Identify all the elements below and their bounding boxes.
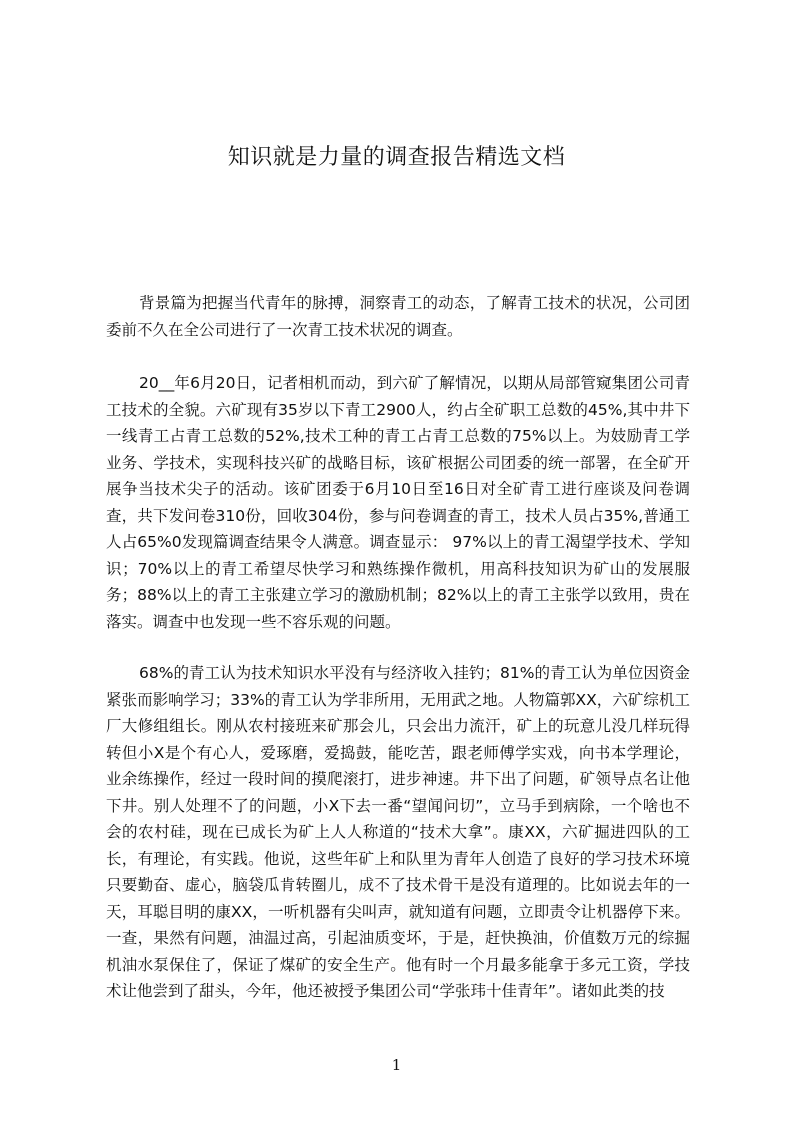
paragraph-survey-findings: 20__年6月20日，记者相机而动，到六矿了解情况，以期从局部管窥集团公司青工技术的全貌。六矿现有35岁以下青工2900人，约占全矿职工总数的45%,其中井下一线青工占青工总数的52%,技术工种的青工占青工总数的75%以上。为妓励青工学业务、学技术，实现科技兴矿的战略目标，该矿根据公司团委的统一部署，在全矿开展争当技术尖子的活动。该矿团委于6月10日至16日对全矿青工进行座谈及问卷调查，共下发问卷310份，回收304份，参与问卷调查的青工，技术人员占35%,普通工人占65%0发现篇调查结果令人满意。调查显示： 97%以上的青工渴望学技术、学知识；70%以上的青工希望尽快学习和熟练操作微机，用高科技知识为矿山的发展服务；88%以上的青工主张建立学习的激励机制；82%以上的青工主张学以致用，贵在落实。调查中也发现一些不容乐观的问题。 [106,374,690,631]
paragraph-people: 68%的青工认为技术知识水平没有与经济收入挂钓；81%的青工认为单位因资金紧张而影响学习；33%的青工认为学非所用，无用武之地。人物篇郭XX，六矿综机工厂大修组组长。刚从农村接班来矿那会儿，只会出力流汗，矿上的玩意儿没几样玩得转但小X是个有心人，爱琢磨，爱捣鼓，能吃苦，跟老师傅学实戏，向书本学理论，业余练操作，经过一段时间的摸爬滚打，进步神速。井下出了问题，矿领导点名让他下井。别人处理不了的问题，小X下去一番“望闻问切”，立马手到病除，一个啥也不会的农村硅，现在已成长为矿上人人称道的“技术大拿”。康XX，六矿掘进四队的工长，有理论，有实践。他说，这些年矿上和队里为青年人创造了良好的学习技术环境只要勤奋、虚心，脑袋瓜肯转圈儿，成不了技术骨干是没有道理的。比如说去年的一天，耳聪目明的康XX，一听机器有尖叫声，就知道有问题，立即责令让机器停下来。一查，果然有问题，油温过高，引起油质变坏，于是，赶快换油，价值数万元的综掘机油水泵保住了，保证了煤矿的安全生产。他有时一个月最多能拿于多元工资，学技术让他尝到了甜头，今年，他还被授予集团公司“学张玮十佳青年”。诸如此类的技 [106,664,690,1000]
page-number: 1 [391,1056,402,1074]
document-title: 知识就是力量的调查报告精选文档 [227,145,566,170]
paragraph-background: 背景篇为把握当代青年的脉搏，洞察青工的动态，了解青工技术的状况，公司团委前不久在全公司进行了一次青工技术状况的调查。 [106,294,690,339]
